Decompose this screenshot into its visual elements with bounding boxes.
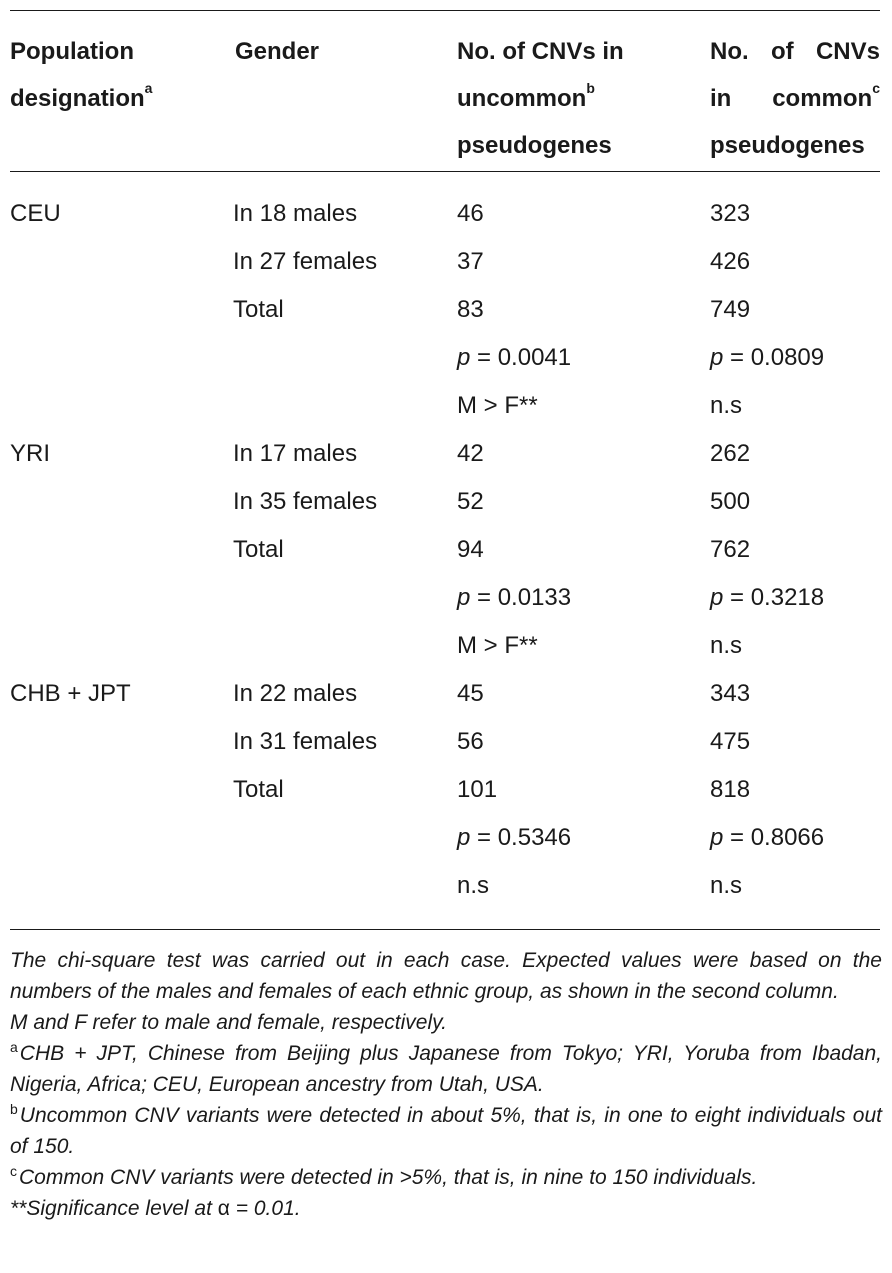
gender-cell: Total	[233, 296, 284, 323]
common-cell: p = 0.8066	[710, 824, 825, 851]
population-cell: CHB + JPT	[10, 680, 131, 707]
table-footnotes	[10, 945, 882, 1224]
gender-cell: In 22 males	[233, 680, 358, 707]
table-row	[10, 190, 880, 238]
table-row	[10, 334, 880, 382]
table-row	[10, 766, 880, 814]
uncommon-cell: 52	[457, 488, 484, 515]
gender-cell: Total	[233, 536, 284, 563]
footnote-mark-b: b	[586, 80, 595, 96]
note-a: $^a$CHB + JPT, Chinese from Beijing plus Japanese from Tokyo; YRI, Yoruba from Ibadan, Nigeria, Africa; CEU, European ancestry from Utah, USA.	[10, 1039, 882, 1096]
table-row	[10, 478, 880, 526]
header-rule	[10, 171, 880, 172]
common-cell: 262	[710, 440, 751, 467]
gender-cell: In 27 females	[233, 248, 378, 275]
common-cell: n.s	[710, 632, 743, 659]
common-cell: 500	[710, 488, 751, 515]
common-cell: p = 0.3218	[710, 584, 825, 611]
uncommon-cell: p = 0.5346	[457, 824, 572, 851]
uncommon-cell: 46	[457, 200, 484, 227]
common-cell: 426	[710, 248, 751, 275]
note-significance: **Significance level at α = 0.01.	[10, 1197, 301, 1220]
note-c: $^c$Common CNV variants were detected in >5%, that is, in nine to 150 individuals.	[10, 1163, 758, 1189]
header-gender: Gender	[235, 38, 320, 65]
uncommon-cell: 101	[457, 776, 498, 803]
common-cell: 475	[710, 728, 751, 755]
footnote-mark-a: a	[144, 80, 153, 96]
gender-cell: In 17 males	[233, 440, 358, 467]
note-mf: M and F refer to male and female, respectively.	[10, 1011, 447, 1034]
uncommon-cell: 94	[457, 536, 484, 563]
table-row	[10, 814, 880, 862]
common-cell: n.s	[710, 392, 743, 419]
common-cell: 323	[710, 200, 751, 227]
uncommon-cell: p = 0.0041	[457, 344, 572, 371]
gender-cell: In 35 females	[233, 488, 378, 515]
table-row	[10, 286, 880, 334]
table-row	[10, 238, 880, 286]
gender-cell: Total	[233, 776, 284, 803]
uncommon-cell: 37	[457, 248, 484, 275]
table-row	[10, 430, 880, 478]
table-row	[10, 382, 880, 430]
uncommon-cell: 83	[457, 296, 484, 323]
uncommon-cell: n.s	[457, 872, 490, 899]
gender-cell: In 31 females	[233, 728, 378, 755]
bottom-rule	[10, 929, 880, 930]
common-cell: 762	[710, 536, 751, 563]
uncommon-cell: 45	[457, 680, 484, 707]
uncommon-cell: 42	[457, 440, 484, 467]
common-cell: p = 0.0809	[710, 344, 825, 371]
table-row	[10, 670, 880, 718]
footnote-mark-c: c	[872, 80, 880, 96]
common-cell: 818	[710, 776, 751, 803]
gender-cell: In 18 males	[233, 200, 358, 227]
common-cell: n.s	[710, 872, 743, 899]
common-cell: 343	[710, 680, 751, 707]
header-uncommon: No. of CNVs in uncommon$^b$ pseudogenes	[457, 38, 624, 159]
note-b: $^b$Uncommon CNV variants were detected in about 5%, that is, in one to eight individuals out of 150.	[10, 1101, 882, 1158]
table-row	[10, 862, 880, 910]
header-population	[10, 28, 210, 122]
population-cell: YRI	[10, 440, 51, 467]
uncommon-cell: p = 0.0133	[457, 584, 572, 611]
uncommon-cell: M > F**	[457, 632, 538, 659]
table-row	[10, 622, 880, 670]
common-cell: 749	[710, 296, 751, 323]
table-row	[10, 574, 880, 622]
note-chi-square: The chi-square test was carried out in each case. Expected values were based on the numbers of the males and females of each ethnic group, as shown in the second column.	[10, 949, 882, 1003]
population-cell: CEU	[10, 200, 61, 227]
uncommon-cell: 56	[457, 728, 484, 755]
uncommon-cell: M > F**	[457, 392, 538, 419]
header-population-line2: designation$^a$	[10, 80, 153, 112]
header-population-line1: Population	[10, 38, 134, 65]
header-common: No. of CNVs in common$^c$ pseudogenes	[710, 38, 880, 159]
table-row	[10, 526, 880, 574]
top-rule	[10, 10, 880, 11]
table-row	[10, 718, 880, 766]
